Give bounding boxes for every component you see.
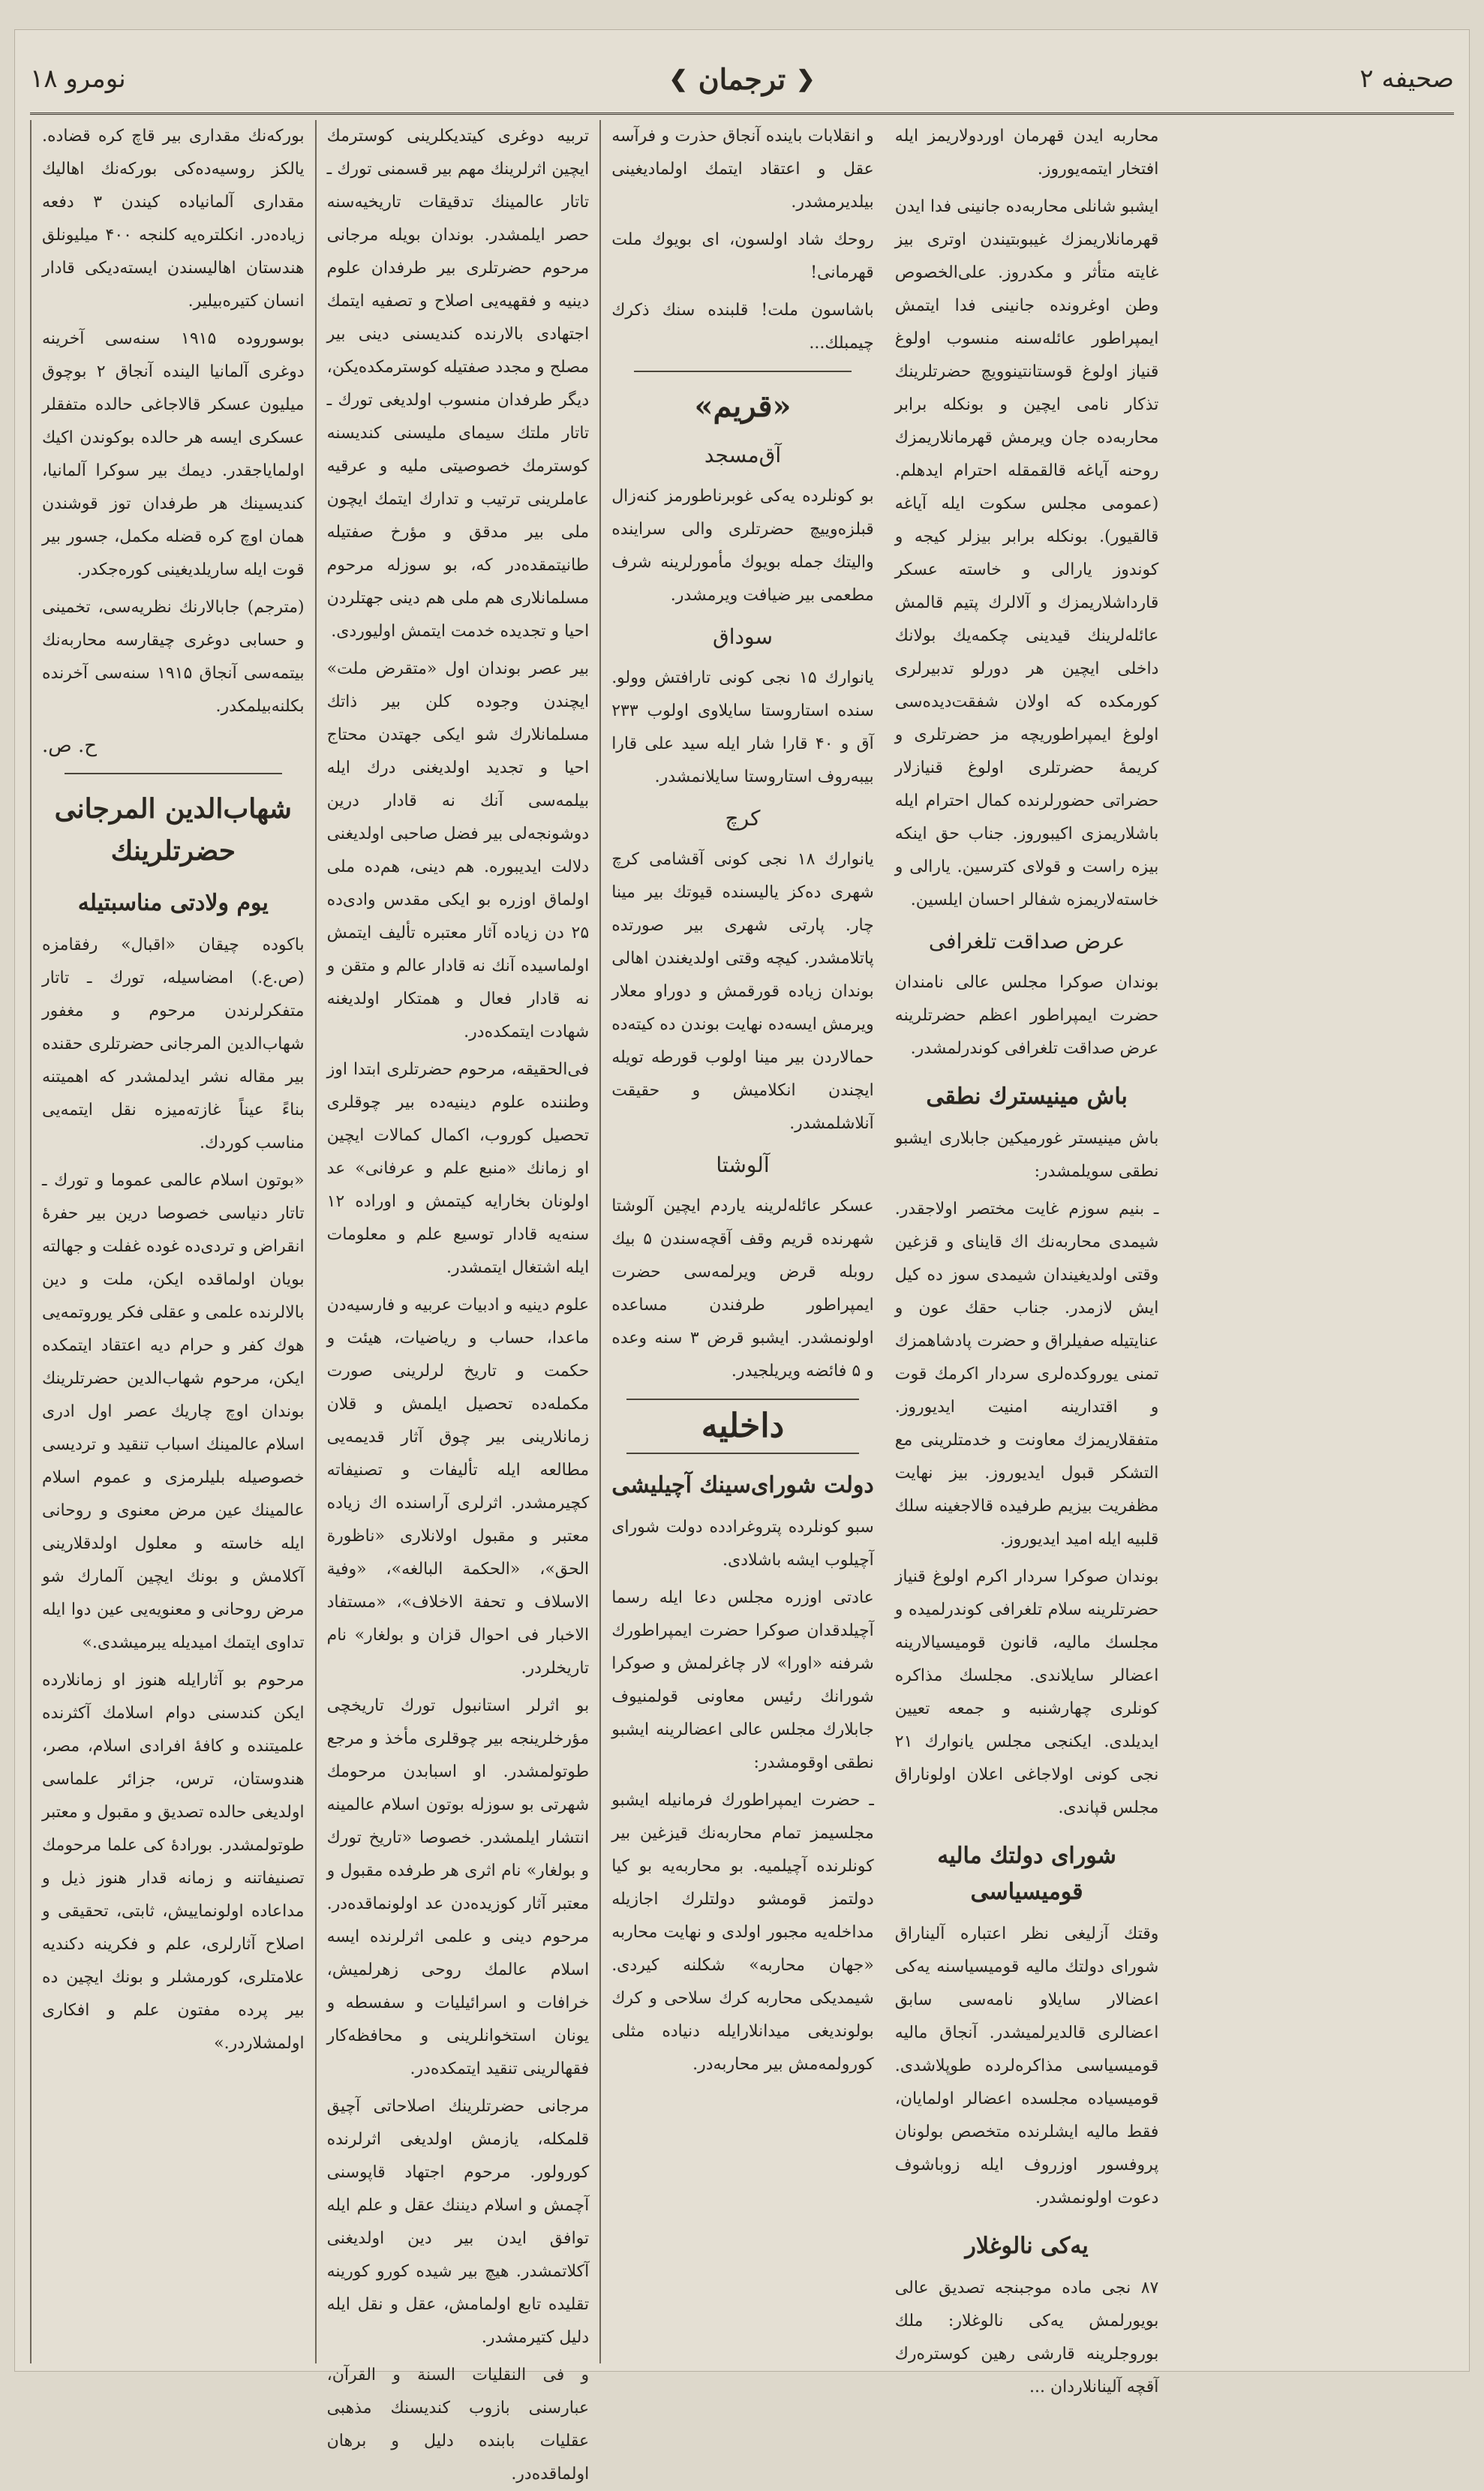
subheading: كرچ	[725, 806, 761, 831]
article-heading: دولت شورای‌سینك آچیلیشی	[611, 1472, 874, 1498]
article-heading: شورای دولتك مالیه قومیسیاسی	[937, 1843, 1116, 1905]
paragraph: وقتك آزلیغی نظر اعتباره آلیناراق شورای دولتك مالیه قومیسیاسنه یه‌كی اعضالار سایلاو نامه‌سی سابق اعضالری قالدیرلمیشدر. آنجاق مالیه قومیسیاسی مذاكره‌لرده طوپلاشدی. قومیسیاده مجلسده اعضالر اولمایان، فقط مالیه ایشلرنده متخصص بولونان پروفسور اوزروف ایله زوباشوف دعوت اولونمشدر.	[894, 1925, 1159, 2207]
paragraph: عسكر عائله‌لرینه یاردم ایچین آلوشتا شهرنده قریم وقف آقچه‌سندن ۵ بیك روبله قرض ویرلمه‌سی حضرت ایمپراطور طرفندن مساعده اولونمشدر. ایشبو قرض ۳ سنه وعده و ۵ فائضه ویریلجیدر.	[611, 1197, 874, 1381]
paragraph: ۸۷ نجی ماده موجبنجه تصدیق عالی بویورلمش یه‌كی نالوغلار: ملك بوروجلرینه قارشی رهین كوستره‌رك آقچه آلینانلاردان ...	[894, 2279, 1159, 2396]
subheading: آلوشتا	[716, 1152, 770, 1177]
paragraph: یانوارك ۱۸ نجی كونی آقشامی كرچ شهری ده‌كز یالیسنده قیوتك بیر مینا چار. پارتی شهری بیر صورتده پاتلامشدر. كیچه وقتی اولدیغندن اهالی بوندان زیاده قورقمش و دوراو معلار ویرمش ایسه‌ده نهایت بوندن ده كیته‌ده حمالاردن بیر مینا اولوب قورطه تویله ایچندن انكلامیش و حقیقت آنلاشلمشدر.	[611, 850, 874, 1133]
paragraph: باش مینیستر غورمیكین جابلاری ایشبو نطقی سویلمشدر:	[894, 1129, 1159, 1181]
paragraph: روحك شاد اولسون، ای بویوك ملت قهرمانی!	[611, 230, 874, 282]
paragraph: بیر عصر بوندان اول «متقرض ملت» ایچندن وجوده كلن بیر ذاتك مسلمانلارك شو ایكی جهتدن محتاج احیا و تجدید اولدیغنی درك ایله بیلمه‌سی آنك نه قادار درین دوشونجه‌لی بیر فضل صاحبی اولدیغنی دلالت ایدیبوره. هم دینی، هم‌ده ملی اولماق اوزره بو ایكی مقدس وادی‌ده ۲۵ دن زیاده آثار معتبره تألیف ایتمش اولماسیده آنك نه قادار عالم و متقن و نه قادار فعال و همتكار اولدیغنه شهادت ایتمكده‌در.	[326, 660, 590, 1041]
subheading: سوداق	[713, 624, 773, 649]
section-heading-domestic: داخلیه	[626, 1399, 859, 1454]
paragraph: عادتی اوزره مجلس دعا ایله رسما آچیلدقدان صوكرا حضرت ایمپراطورك شرفنه «اورا» لار چاغرلمش و صوكرا شورانك رئیس معاونی قولمنیوف جابلارك مجلس عالی اعضالرینه ایشبو نطقی اوقومشدر:	[611, 1588, 874, 1772]
column-4	[885, 120, 1170, 2396]
subheading: آق‌مسجد	[704, 443, 782, 467]
paragraph: بو اثرلر استانبول تورك تاریخچی مؤرخلرینجه بیر چوقلری مأخذ و مرجع طوتولمشدر. او اسبابدن مرحومك شهرتی بو سوزله بوتون اسلام عالمینه انتشار ایلمشدر. خصوصا «تاریخ تورك و بولغار» نام اثری هر طرفده مقبول و معتبر آثار كوزیده‌دن عد اولونماقده‌در. مرحوم دینی و علمی اثرلرنده ایسه اسلام عالمك روحی زهرلمیش، خرافات و اسرائیلیات و سفسطه و یونان استخوانلرینی و محافظه‌كار فقهالرینی تنقید ایتمكده‌در.	[326, 1696, 590, 2078]
column-2	[315, 120, 600, 2483]
subheading: عرض صداقت تلغرافی	[928, 929, 1125, 954]
paragraph: بو كونلرده یه‌كی غوبرناطورمز كنه‌زال قبلزه‌وییچ حضرتلری والی سراینده والیتك جمله بویوك مأمورلرینه شرف مطعمی بیر ضیافت ویرمشدر.	[611, 487, 874, 605]
paragraph: بوندان صوكرا سردار اكرم اولوغ قنیاز حضرتلرینه سلام تلغرافی كوندرلمیده و مجلسك مالیه، قانون قومیسیالارینه اعضالر سایلاندی. مجلسك مذاكره كونلری چهارشنبه و جمعه تعیین ایدیلدی. ایكنجی مجلس یانوارك ۲۱ نجی كونی اولاجاغی اعلان اولوناراق مجلس قپاندی.	[894, 1567, 1159, 1817]
columns	[30, 120, 1454, 2483]
ornament-icon: ❯	[668, 65, 688, 92]
article-heading: باش مینیسترك نطقی	[926, 1083, 1128, 1110]
masthead	[30, 45, 1454, 115]
column-1	[30, 120, 315, 2363]
newspaper-title: ترجمان	[698, 62, 786, 96]
paragraph: مرحوم بو آثارایله هنوز او زمانلارده ایكن كندسنی دوام اسلامك آكثرنده علمیتنده و كافهٔ افرادی اسلام، مصر، هندوستان، ترس، جزائر علماسی اولدیغی حالده تصدیق و مقبول و معتبر طوتولمشدر. بورادهٔ كی علما مرحومك تصنیفاتنه و زمانه قدار هنوز ذیل و مداعاده اولونماییش، ثابتی، تحقیقی و اصلاح آثارلری، علم و فكرینه دكندیه علامتلری، كورمشلر و بونك ایچین ده بیر پرده مفتون علم و افكاری اولمشلاردر.»	[42, 1671, 305, 2053]
article-subheading: یوم ولادتی مناسبتیله	[77, 890, 269, 916]
newspaper-page	[15, 30, 1469, 2483]
paragraph: بوركه‌نك مقداری بیر قاچ كره قضاده. یالكز روسیه‌ده‌كی بوركه‌نك اهالیك مقداری آلمانیاده كیندن ۳ دفعه زیاده‌در. انكلتره‌یه كلنجه ۴۰۰ میلیونلق هندستان اهالیسندن ایسته‌دیكی قادار انسان كتیره‌بیلیر.	[42, 127, 305, 311]
divider	[65, 773, 282, 774]
paragraph: مرجانی حضرتلرینك اصلاحاتی آچیق قلمكله، یازمش اولدیغی اثرلرنده كورولور. مرحوم اجتهاد قاپوسنی آچمش و اسلام دیننك عقل و علم ایله توافق ایدن بیر دین اولدیغنی آكلاتمشدر. هیچ بیر شیده كورو كورینه تقلیده تابع اولمامش، عقل و نقل ایله دلیل كتیرمشدر.	[326, 2097, 590, 2347]
paragraph: سبو كونلرده پتروغرادده دولت شورای آچیلوب ایشه باشلادی.	[611, 1518, 874, 1570]
paragraph: فی‌الحقیقه، مرحوم حضرتلری ابتدا اوز وطننده علوم دینیه‌ده بیر چوقلری تحصیل كوروب، اكمال كمالات ایچین او زمانك «منبع علم و عرفانی» عد اولونان بخارایه كیتمش و اوراده ۱۲ سنه‌یه قادار توسیع علم و معلومات ایله اشتغال ایتمشدر.	[326, 1060, 590, 1277]
paragraph: و فی النقلیات السنة و القرآن، عبارسنی بازوب كندیسنك مذهبی عقلیات بابنده دلیل و برهان اولماقده‌در.	[326, 2366, 590, 2483]
paragraph: و انقلابات باینده آنجاق حذرت و فرآسه عقل و اعتقاد ایتمك اولمادیغینی بیلدیرمشدر.	[611, 127, 874, 212]
paragraph: باكوده چیقان «اقبال» رفقامزه (ص.ع.) امضاسیله، تورك ـ تاتار متفكرلرندن مرحوم و مغفور شهاب‌الدین المرجانی حضرتلری حقنده بیر مقاله نشر ایدلمشدر كه اهمیتنه بناءً عیناً غازته‌میزه نقل ایتمه‌یی مناسب كوردك.	[42, 936, 305, 1152]
paragraph: ـ بنیم سوزم غایت مختصر اولاجقدر. شیمدی محاربه‌نك اك قاینای و قزغین وقتی اولدیغیندان شیمدی سوز ده كیل ایش لازمدر. جناب حقك عون و عنایتیله صفیلراق و حضرت پادشاهمزك تمنی یوروكده‌لری سردار اكرمك قوت و اقتدارینه امنیت ایدیوروز. متفقلاریمزك معاونت و خدمتلرینی مع التشكر قبول ایدیوروز. بیز نهایت مظفریت بیزیم طرفیده قالاجغینه سلك قلبیه ایله امید ایدیوروز.	[894, 1200, 1159, 1549]
section-heading-crimea: «قریم»	[694, 389, 792, 424]
paragraph: محاربه ایدن قهرمان اوردولاریمز ایله افتخار ایتمه‌یوروز.	[894, 127, 1159, 179]
signature: ح. ص.	[42, 735, 98, 757]
paragraph: ایشبو شانلی محاربه‌ده جانینی فدا ایدن قهرمانلاریمزك غیبوبتیندن اوتری بیز غایته متأثر و مكدروز. علی‌الخصوص وطن اوغرونده جانینی فدا ایتمش ایمپراطور عائله‌سنه منسوب اولوغ قنیاز اولوغ قوستانتینوویچ حضرتلرینك تذكار نامی ایچین و بونكله برابر محاربه‌ده جان ویرمش قهرمانلاریمزك روحنه آیاغه قالقمقله احترام ایدهلم. (عمومی مجلس سكوت ایله آیاغه قالقیور). بونكله برابر بیزلر كیجه و كوندوز یارالی و خاسته عسكر قارداشلاریمزك و آلالرك پتیم قالمش عائله‌لرینك قیدینی چكمه‌یك بولانك داخلی ایچین هر دورلو تدبیرلری كورمكده كه اولان شفقت‌دیده‌سی اولوغ ایمپراطوریچه مز حضرتلری و كریمهٔ حضرتلری اولوغ قنیازلار حضراتی حضورلرنده كمال احترام ایله باشلاریمزی اكیبوروز. جناب حق اینكه بیزه راست و قولای كترسین. یارالی و خاسته‌لاریمزه شفالر احسان ایلسین.	[894, 197, 1159, 909]
paragraph: «بوتون اسلام عالمی عموما و تورك ـ تاتار دنیاسی خصوصا درین بیر حفرهٔ انقراض و تردی‌ده غوده غفلت و جهالته بویان اولماقده ایكن، ملت و دین بالالرنده علمی و عقلی فكر یوروتمه‌یی هوك كفر و حرام دیه اعتقاد ایتمكده ایكن، مرحوم شهاب‌الدین حضرتلرینك بوندان اوچ چاریك عصر اول ادری اسلام عالمینك اسباب تنقید و ترديسی خصوصیله بلیلرمزی و عموم اسلام عالمینك عین مرض معنوی و روحانی ایله خاسته و معلول اولدقلارینی آكلامش و بونك ایچین آلمارك شو مرض روحانی و معنویه‌یی عین دوا ایله تداوی ایتمك امیدیله یبرمیشدی.»	[42, 1171, 305, 1652]
article-heading: شهاب‌الدین المرجانی حضرتلرینك	[54, 793, 292, 867]
paragraph: باشاسون ملت! قلبنده سنك ذكرك چیمبلك...	[611, 301, 874, 353]
ornament-icon: ❮	[796, 65, 816, 92]
paragraph: یانوارك ۱۵ نجی كونی تارافتش وولو. سنده استاروستا سایلاوی اولوب ۲۳۳ آق و ۴۰ قارا شار ایله سید علی قارا بیبه‌روف استاروستا سایلانمشدر.	[611, 669, 874, 786]
issue-number-label: نومرو ۱۸	[30, 64, 126, 94]
column-3	[599, 120, 885, 2363]
masthead-title-wrap	[669, 62, 816, 96]
article-heading: یه‌كی نالوغلار	[965, 2233, 1089, 2259]
paragraph: بوندان صوكرا مجلس عالی نامندان حضرت ایمپراطور اعظم حضرتلرینه عرض صداقت تلغرافی كوندرلمشدر.	[894, 973, 1159, 1058]
paragraph: بوسوروده ۱۹۱۵ سنه‌سی آخرینه دوغری آلمانیا الینده آنجاق ۲ بوچوق میلیون عسكر قالاجاغی حالده متفقلر عسكری ایسه هر حالده بوكوندن اكیك اولمایاجقدر. دیمك بیر سوكرا آلمانیا، كندیسینك هر طرفدان توز قوشندن همان اوچ كره قضله مكمل، جسور بیر قوت ایله ساریلدیغینی كوره‌جكدر.	[42, 329, 305, 579]
paragraph: (مترجم) جابالارنك نظریه‌سی، تخمینی و حسابی دوغری چیقارسه محاربه‌نك بیتمه‌سی آنجاق ۱۹۱۵ سنه‌سی آخرنده بكلنه‌بیلمكدر.	[42, 598, 305, 716]
paragraph: ـ حضرت ایمپراطورك فرمانیله ایشبو مجلسیمز تمام محاربه‌نك قیزغین بیر كونلرنده آچیلمیه. بو محاربه‌یه بو كیا دولتمز قومشو دولتلرك اجازیله مداخله‌یه مجبور اولدی و نهایت محاربه «جهان محاربه» شكلنه كیردی. شیمدیكی محاربه كرك سلاحی و كرك بولوندیغی میدانلارایله دنیاده مثلی كورولمه‌مش بیر محاربه‌در.	[611, 1791, 874, 2074]
divider	[634, 371, 852, 372]
paragraph: تربیه دوغری كیتدیكلرینی كوسترمك ایچین اثرلرینك مهم بیر قسمنی تورك ـ تاتار عالمینك تدقیقات تاریخیه‌سنه حصر ایلمشدر. بوندان بویله مرجانی مرحوم حضرتلری بیر طرفدان علوم دینیه و فقهیه‌یی اصلاح و تصفیه ایتمك اجتهادی بالارنده كندیسنی دینی بیر مصلح و مجدد صفتیله كوسترمكده‌یكن، دیگر طرفدان منسوب اولدیغی تورك ـ تاتار ملتك سیمای ملیسنی كندیسنه كوسترمك خصوصیتی ملیه و عرقیه عاملرینی ترتیب و تدارك ایتمك ایچون ملی بیر مدقق و مؤرخ صفتیله طانیتمقده‌در كه، بو سوزله مرحوم مسلمانلاری هم ملی هم دینی جهتلردن احیا و تجدیده خدمت ایتمش اولیوردی.	[326, 127, 590, 641]
page-number-label: صحیفه ۲	[1359, 64, 1454, 94]
paragraph: علوم دینیه و ادبیات عربیه و فارسیه‌دن ماعدا، حساب و ریاضیات، هیئت و حكمت و تاریخ لرلرینی صورت مكمله‌ده تحصیل ایلمش و قلان زمانلارینی بیر چوق آثار قدیمه‌یی مطالعه ایله تألیفات و تصنیفاته كچیرمشدر. اثرلری آراسنده اك زیاده معتبر و مقبول اولانلاری «ناظورة الحق»، «الحكمة البالغه»، «وفية الاسلاف و تحفة الاخلاف»، «مستفاد الاخبار فی احوال قزان و بولغار» نام تاریخلردر.	[326, 1296, 590, 1678]
